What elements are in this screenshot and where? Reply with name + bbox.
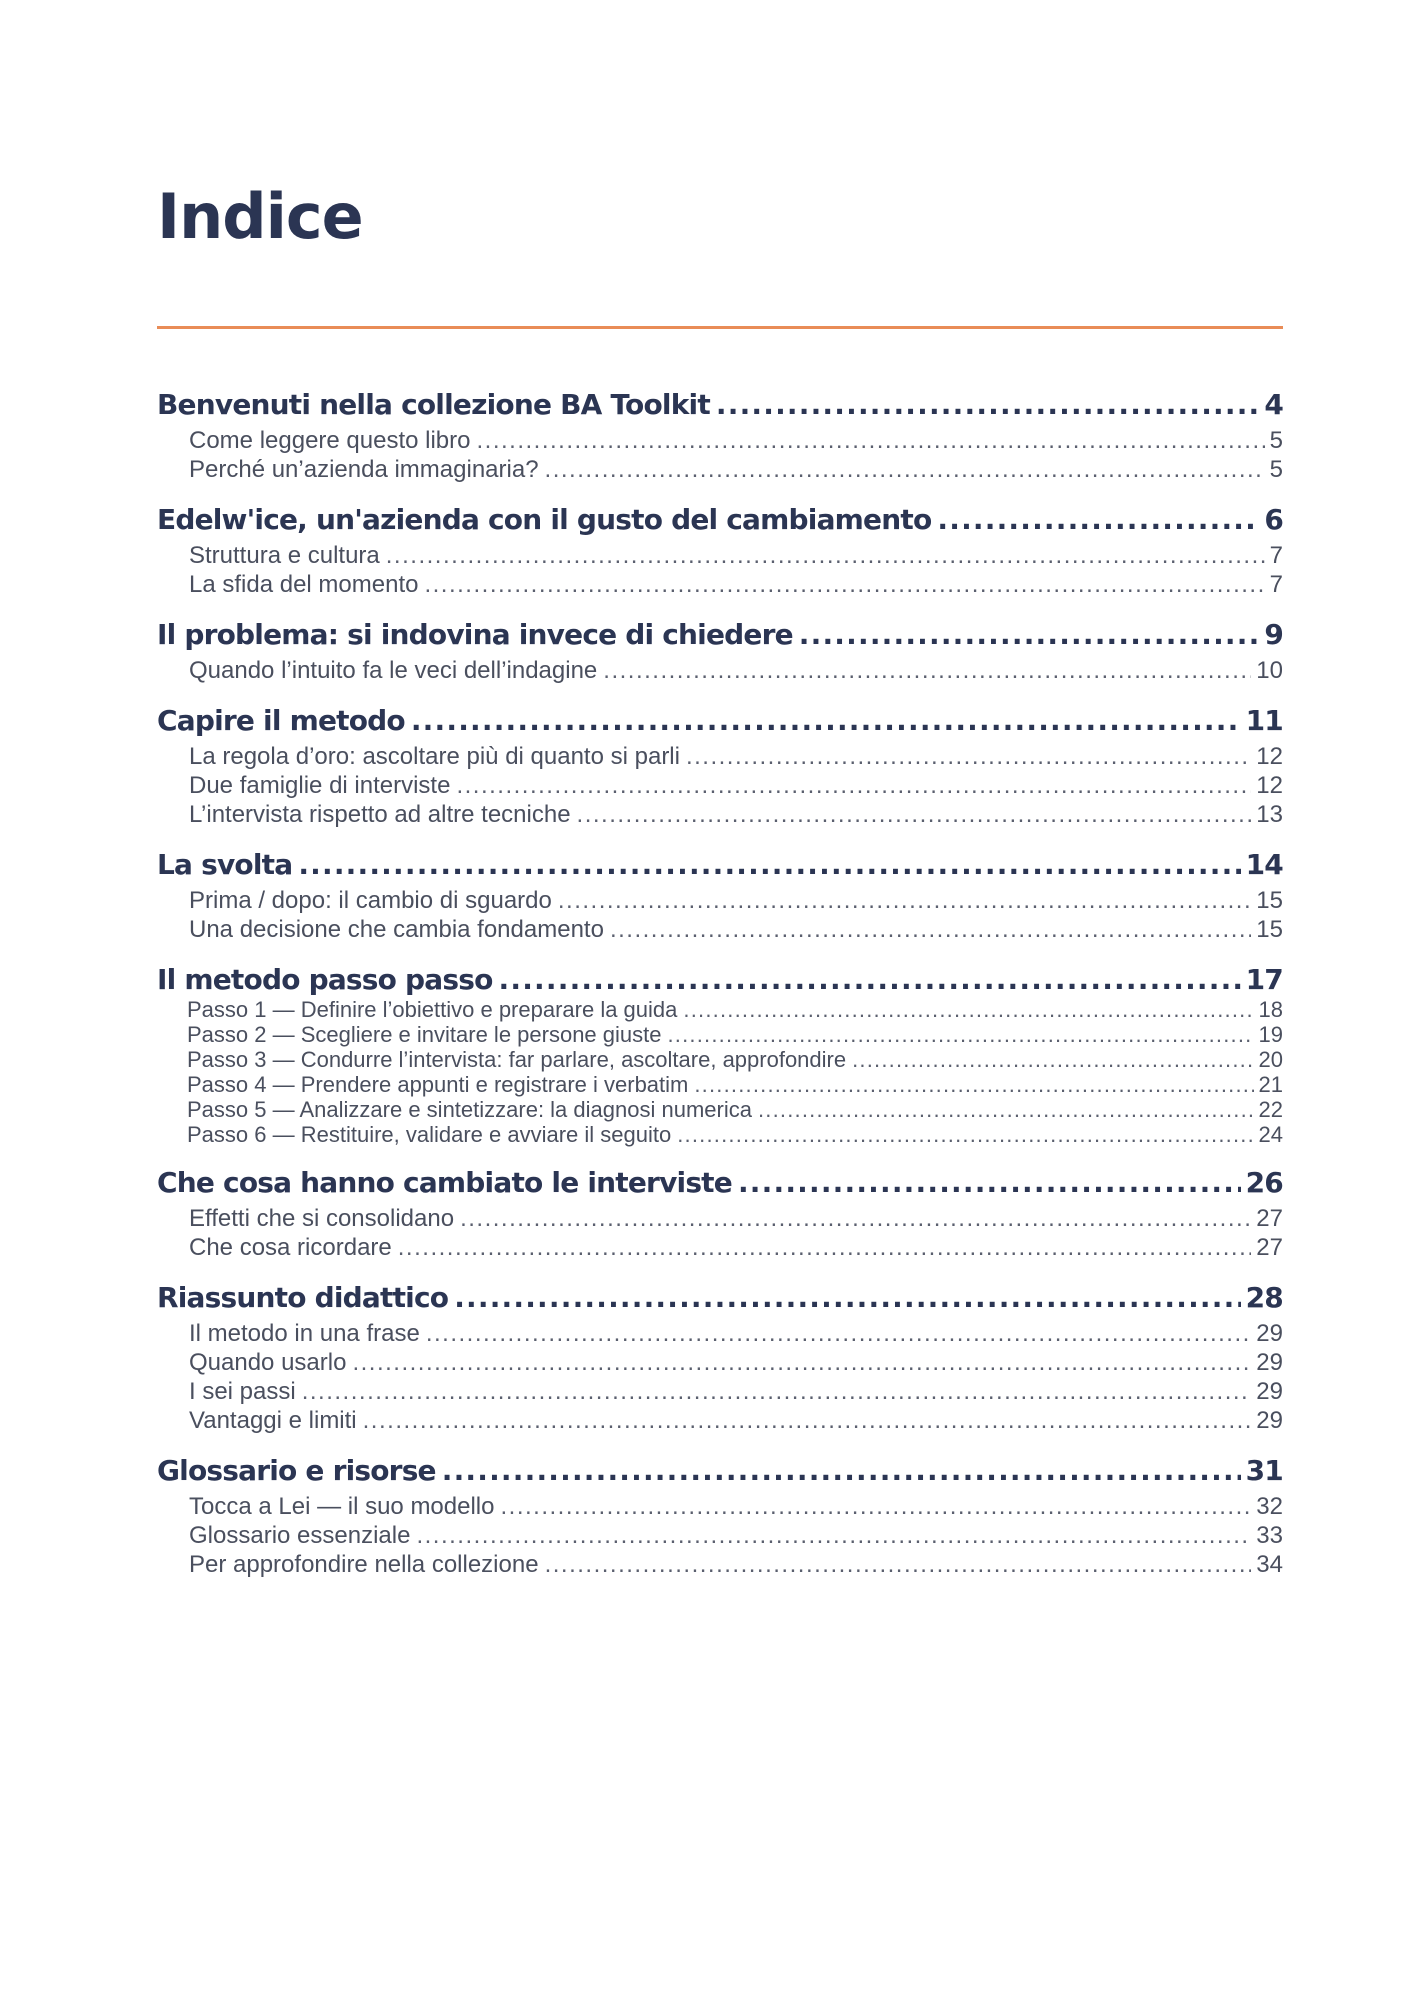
toc-subsection-page: 10 bbox=[1256, 657, 1283, 684]
toc-subsection-page: 7 bbox=[1269, 542, 1283, 569]
toc-subsection-title: Una decisione che cambia fondamento bbox=[189, 916, 604, 943]
toc-subsection-page: 29 bbox=[1256, 1378, 1283, 1405]
dot-leader bbox=[667, 1022, 1253, 1047]
toc-subsection-entry[interactable] bbox=[157, 915, 1283, 944]
toc-subsection-page: 15 bbox=[1256, 887, 1283, 914]
dot-leader bbox=[426, 1319, 1251, 1348]
dot-leader bbox=[738, 1162, 1241, 1204]
toc-step-entry[interactable] bbox=[157, 1047, 1283, 1072]
title-divider bbox=[157, 326, 1283, 329]
dot-leader bbox=[442, 1450, 1241, 1492]
toc-subsection-title: Il metodo in una frase bbox=[189, 1320, 420, 1347]
toc-section bbox=[157, 1277, 1283, 1435]
toc-subsection-page: 29 bbox=[1256, 1320, 1283, 1347]
toc-subsection-entry[interactable] bbox=[157, 541, 1283, 570]
toc-step-page: 24 bbox=[1258, 1122, 1283, 1147]
toc-chapter-entry[interactable] bbox=[157, 499, 1283, 541]
toc-chapter-entry[interactable] bbox=[157, 959, 1283, 1001]
toc-chapter-entry[interactable] bbox=[157, 844, 1283, 886]
toc-subsection-entry[interactable] bbox=[157, 656, 1283, 685]
toc-chapter-entry[interactable] bbox=[157, 700, 1283, 742]
toc-chapter-title: Glossario e risorse bbox=[157, 1454, 436, 1487]
toc-subsection-title: Tocca a Lei — il suo modello bbox=[189, 1493, 495, 1520]
toc-subsection-page: 29 bbox=[1256, 1407, 1283, 1434]
toc-steps-list bbox=[157, 997, 1283, 1147]
toc-chapter-title: Benvenuti nella collezione BA Toolkit bbox=[157, 388, 710, 421]
dot-leader bbox=[302, 1377, 1252, 1406]
toc-step-title: Passo 1 — Definire l’obiettivo e preparare la guida bbox=[187, 997, 678, 1022]
toc-chapter-page: 4 bbox=[1264, 388, 1283, 421]
toc-chapter-title: Che cosa hanno cambiato le interviste bbox=[157, 1166, 732, 1199]
toc-chapter-title: Il problema: si indovina invece di chiedere bbox=[157, 618, 793, 651]
toc-subsection-title: Struttura e cultura bbox=[189, 542, 380, 569]
toc-chapter-page: 26 bbox=[1245, 1166, 1283, 1199]
toc-subsection-title: La sfida del momento bbox=[189, 571, 419, 598]
toc-chapter-title: Il metodo passo passo bbox=[157, 963, 493, 996]
toc-step-title: Passo 6 — Restituire, validare e avviare il seguito bbox=[187, 1122, 672, 1147]
toc-step-title: Passo 4 — Prendere appunti e registrare i verbatim bbox=[187, 1072, 689, 1097]
toc-chapter-page: 31 bbox=[1245, 1454, 1283, 1487]
dot-leader bbox=[683, 997, 1253, 1022]
toc-chapter-entry[interactable] bbox=[157, 1162, 1283, 1204]
toc-chapter-page: 9 bbox=[1264, 618, 1283, 651]
toc-subsection-page: 12 bbox=[1256, 743, 1283, 770]
toc-subsection-entry[interactable] bbox=[157, 455, 1283, 484]
toc-subsection-title: Per approfondire nella collezione bbox=[189, 1551, 539, 1578]
dot-leader bbox=[686, 742, 1251, 771]
toc-subsection-title: Quando usarlo bbox=[189, 1349, 347, 1376]
dot-leader bbox=[694, 1072, 1253, 1097]
toc-chapter-page: 17 bbox=[1245, 963, 1283, 996]
toc-subsection-entry[interactable] bbox=[157, 570, 1283, 599]
toc-subsection-entry[interactable] bbox=[157, 1348, 1283, 1377]
toc-section bbox=[157, 1450, 1283, 1579]
toc-subsection-title: Prima / dopo: il cambio di sguardo bbox=[189, 887, 552, 914]
dot-leader bbox=[298, 844, 1240, 886]
toc-subsection-entry[interactable] bbox=[157, 1550, 1283, 1579]
toc-subsection-page: 29 bbox=[1256, 1349, 1283, 1376]
toc-step-entry[interactable] bbox=[157, 1097, 1283, 1122]
toc-subsection-title: Quando l’intuito fa le veci dell’indagine bbox=[189, 657, 598, 684]
toc-subsection-entry[interactable] bbox=[157, 1521, 1283, 1550]
toc-subsection-page: 33 bbox=[1256, 1522, 1283, 1549]
toc-subsection-entry[interactable] bbox=[157, 1406, 1283, 1435]
toc-step-entry[interactable] bbox=[157, 1072, 1283, 1097]
toc-chapter-entry[interactable] bbox=[157, 384, 1283, 426]
dot-leader bbox=[545, 455, 1265, 484]
toc-section bbox=[157, 844, 1283, 944]
dot-leader bbox=[454, 1277, 1240, 1319]
toc-step-page: 22 bbox=[1258, 1097, 1283, 1122]
toc-subsection-page: 12 bbox=[1256, 772, 1283, 799]
toc-section bbox=[157, 499, 1283, 599]
toc-section bbox=[157, 1162, 1283, 1262]
toc-subsection-title: Come leggere questo libro bbox=[189, 427, 471, 454]
dot-leader bbox=[416, 1521, 1251, 1550]
toc-chapter-page: 6 bbox=[1264, 503, 1283, 536]
dot-leader bbox=[758, 1097, 1254, 1122]
toc-chapter-title: Edelw'ice, un'azienda con il gusto del cambiamento bbox=[157, 503, 932, 536]
dot-leader bbox=[603, 656, 1251, 685]
toc-section bbox=[157, 959, 1283, 1147]
toc-subsection-entry[interactable] bbox=[157, 1204, 1283, 1233]
dot-leader bbox=[852, 1047, 1253, 1072]
toc-section bbox=[157, 700, 1283, 829]
toc-step-page: 19 bbox=[1258, 1022, 1283, 1047]
toc-section bbox=[157, 614, 1283, 685]
dot-leader bbox=[477, 426, 1265, 455]
toc-subsection-page: 34 bbox=[1256, 1551, 1283, 1578]
toc-step-entry[interactable] bbox=[157, 997, 1283, 1022]
toc-chapter-entry[interactable] bbox=[157, 1450, 1283, 1492]
toc-subsection-page: 27 bbox=[1256, 1205, 1283, 1232]
dot-leader bbox=[500, 1492, 1251, 1521]
toc-subsection-entry[interactable] bbox=[157, 1377, 1283, 1406]
toc-subsection-title: Effetti che si consolidano bbox=[189, 1205, 455, 1232]
toc-step-page: 20 bbox=[1258, 1047, 1283, 1072]
dot-leader bbox=[558, 886, 1251, 915]
toc-step-entry[interactable] bbox=[157, 1022, 1283, 1047]
dot-leader bbox=[545, 1550, 1252, 1579]
toc-subsection-title: Glossario essenziale bbox=[189, 1522, 411, 1549]
toc-chapter-title: La svolta bbox=[157, 848, 293, 881]
toc-subsection-entry[interactable] bbox=[157, 742, 1283, 771]
toc-subsection-page: 27 bbox=[1256, 1234, 1283, 1261]
toc-step-title: Passo 3 — Condurre l’intervista: far parlare, ascoltare, approfondire bbox=[187, 1047, 847, 1072]
toc-subsection-title: L’intervista rispetto ad altre tecniche bbox=[189, 801, 571, 828]
toc-subsection-page: 15 bbox=[1256, 916, 1283, 943]
toc-subsection-page: 7 bbox=[1269, 571, 1283, 598]
toc-subsection-title: Perché un’azienda immaginaria? bbox=[189, 456, 539, 483]
dot-leader bbox=[499, 959, 1241, 1001]
dot-leader bbox=[610, 915, 1251, 944]
toc-subsection-page: 5 bbox=[1269, 456, 1283, 483]
toc-subsection-entry[interactable] bbox=[157, 426, 1283, 455]
toc-subsection-page: 13 bbox=[1256, 801, 1283, 828]
toc-step-title: Passo 5 — Analizzare e sintetizzare: la diagnosi numerica bbox=[187, 1097, 752, 1122]
toc-section bbox=[157, 384, 1283, 484]
toc-chapter-entry[interactable] bbox=[157, 1277, 1283, 1319]
table-of-contents bbox=[157, 384, 1283, 1594]
toc-subsection-entry[interactable] bbox=[157, 886, 1283, 915]
dot-leader bbox=[799, 614, 1260, 656]
dot-leader bbox=[386, 541, 1265, 570]
dot-leader bbox=[716, 384, 1259, 426]
dot-leader bbox=[937, 499, 1259, 541]
dot-leader bbox=[577, 800, 1252, 829]
toc-subsection-title: La regola d’oro: ascoltare più di quanto si parli bbox=[189, 743, 680, 770]
toc-chapter-page: 14 bbox=[1245, 848, 1283, 881]
toc-chapter-title: Riassunto didattico bbox=[157, 1281, 449, 1314]
dot-leader bbox=[460, 1204, 1251, 1233]
toc-chapter-title: Capire il metodo bbox=[157, 704, 405, 737]
toc-chapter-entry[interactable] bbox=[157, 614, 1283, 656]
toc-step-entry[interactable] bbox=[157, 1122, 1283, 1147]
toc-subsection-page: 32 bbox=[1256, 1493, 1283, 1520]
toc-subsection-entry[interactable] bbox=[157, 1492, 1283, 1521]
dot-leader bbox=[398, 1233, 1252, 1262]
toc-chapter-page: 28 bbox=[1245, 1281, 1283, 1314]
dot-leader bbox=[424, 570, 1264, 599]
toc-subsection-title: Vantaggi e limiti bbox=[189, 1407, 357, 1434]
toc-chapter-page: 11 bbox=[1245, 704, 1283, 737]
page-title: Indice bbox=[157, 180, 363, 253]
dot-leader bbox=[456, 771, 1251, 800]
toc-step-title: Passo 2 — Scegliere e invitare le persone giuste bbox=[187, 1022, 662, 1047]
dot-leader bbox=[677, 1122, 1253, 1147]
dot-leader bbox=[363, 1406, 1252, 1435]
toc-step-page: 18 bbox=[1258, 997, 1283, 1022]
toc-subsection-entry[interactable] bbox=[157, 771, 1283, 800]
toc-subsection-title: I sei passi bbox=[189, 1378, 296, 1405]
dot-leader bbox=[352, 1348, 1251, 1377]
toc-subsection-entry[interactable] bbox=[157, 1233, 1283, 1262]
toc-subsection-entry[interactable] bbox=[157, 800, 1283, 829]
toc-subsection-title: Che cosa ricordare bbox=[189, 1234, 392, 1261]
toc-step-page: 21 bbox=[1258, 1072, 1283, 1097]
toc-subsection-page: 5 bbox=[1269, 427, 1283, 454]
toc-subsection-title: Due famiglie di interviste bbox=[189, 772, 451, 799]
toc-subsection-entry[interactable] bbox=[157, 1319, 1283, 1348]
dot-leader bbox=[411, 700, 1241, 742]
